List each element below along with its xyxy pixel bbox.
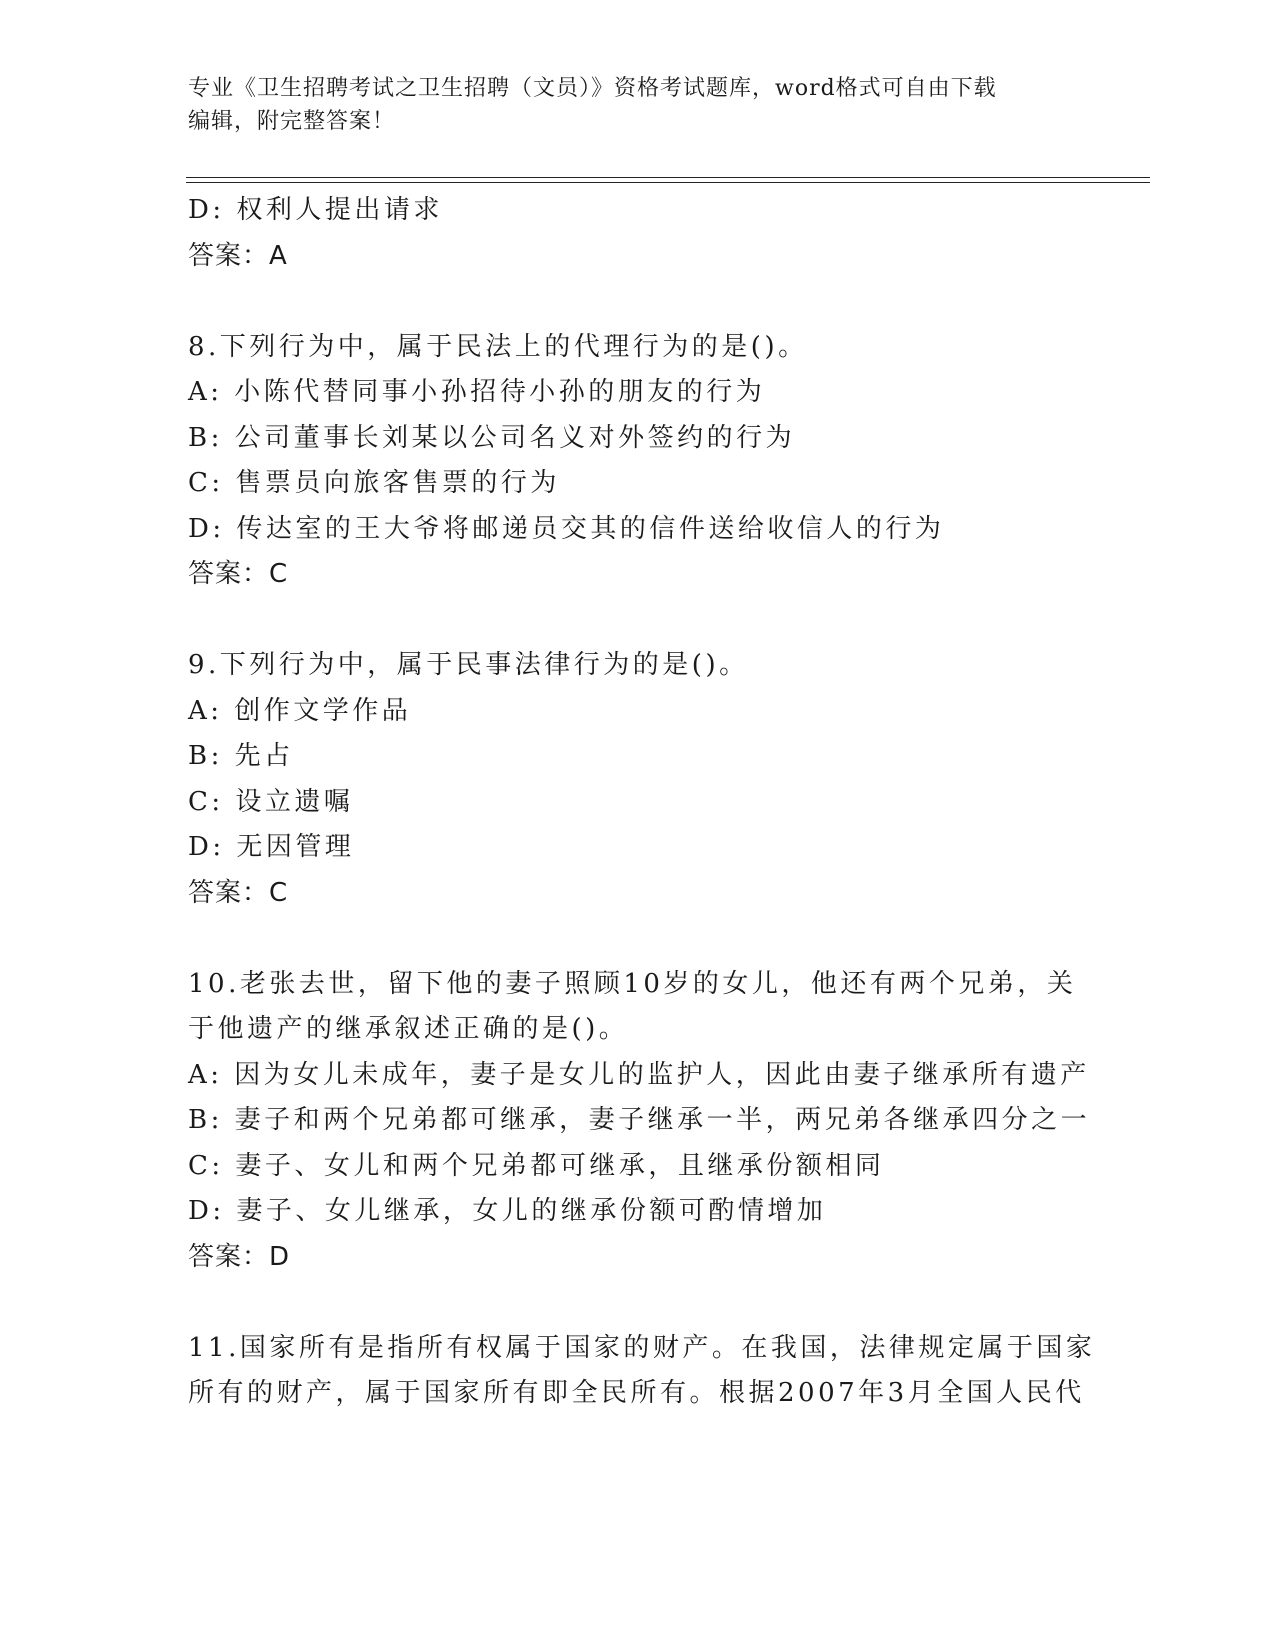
option-b: B: 妻子和两个兄弟都可继承，妻子继承一半，两兄弟各继承四分之一 xyxy=(188,1105,1091,1135)
option-c: C: 设立遗嘱 xyxy=(188,786,354,817)
option-d: D: 无因管理 xyxy=(188,832,355,862)
header-line-2: 编辑，附完整答案！ xyxy=(188,109,396,134)
question-answer: 答案：D xyxy=(188,1241,291,1272)
question-answer: 答案：C xyxy=(188,877,289,908)
page-header xyxy=(188,72,1068,138)
spacer xyxy=(188,279,1088,325)
question-11 xyxy=(188,1326,1096,1417)
option-a: A: 因为女儿未成年，妻子是女儿的监护人，因此由妻子继承所有遗产 xyxy=(188,1059,1090,1090)
option-a: A: 创作文学作品 xyxy=(188,695,412,726)
question-8 xyxy=(188,325,1088,598)
option-c: C: 妻子、女儿和两个兄弟都可继承，且继承份额相同 xyxy=(188,1150,885,1181)
question-10 xyxy=(188,962,1091,1281)
question-7-option-d: D: 权利人提出请求 xyxy=(188,195,443,225)
option-a: A: 小陈代替同事小孙招待小孙的朋友的行为 xyxy=(188,377,766,407)
question-7-answer: 答案：A xyxy=(188,240,288,271)
header-divider-bottom xyxy=(186,182,1150,183)
option-b: B: 公司董事长刘某以公司名义对外签约的行为 xyxy=(188,422,796,453)
header-divider-top xyxy=(186,177,1150,178)
spacer xyxy=(188,1280,1088,1326)
question-stem-line-1: 11.国家所有是指所有权属于国家的财产。在我国，法律规定属于国家 xyxy=(188,1332,1096,1363)
question-stem-line-2: 于他遗产的继承叙述正确的是()。 xyxy=(188,1014,629,1044)
option-d: D: 传达室的王大爷将邮递员交其的信件送给收信人的行为 xyxy=(188,513,945,544)
document-body xyxy=(188,188,1096,1417)
spacer xyxy=(188,916,1088,962)
question-stem-line-2: 所有的财产，属于国家所有即全民所有。根据2007年3月全国人民代 xyxy=(188,1378,1085,1408)
header-line-1: 专业《卫生招聘考试之卫生招聘（文员）》资格考试题库，word格式可自由下载 xyxy=(188,76,997,101)
question-answer: 答案：C xyxy=(188,559,289,589)
option-d: D: 妻子、女儿继承，女儿的继承份额可酌情增加 xyxy=(188,1196,827,1226)
option-b: B: 先占 xyxy=(188,741,294,771)
question-stem-line-1: 10.老张去世，留下他的妻子照顾10岁的女儿，他还有两个兄弟，关 xyxy=(188,968,1077,999)
option-c: C: 售票员向旅客售票的行为 xyxy=(188,468,560,498)
question-stem: 9.下列行为中，属于民事法律行为的是()。 xyxy=(188,650,749,680)
question-stem: 8.下列行为中，属于民法上的代理行为的是()。 xyxy=(188,331,808,362)
question-9 xyxy=(188,643,1088,916)
spacer xyxy=(188,598,1088,644)
